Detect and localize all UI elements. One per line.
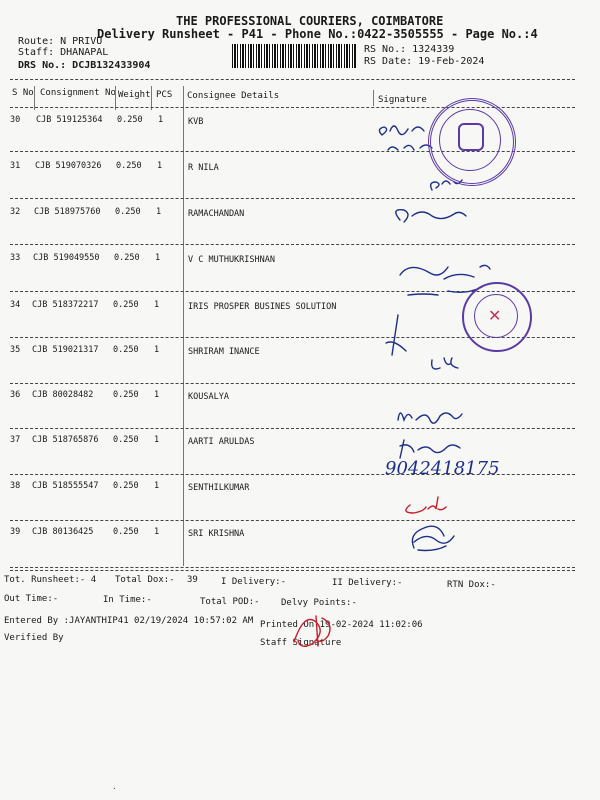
row-pcs: 1 bbox=[154, 481, 160, 491]
row-pcs: 1 bbox=[155, 253, 161, 263]
verified-by: Verified By bbox=[4, 633, 64, 643]
staff-label: Staff: DHANAPAL bbox=[18, 47, 109, 58]
signature-row38 bbox=[406, 497, 446, 513]
axis-logo-icon: ✕ bbox=[488, 306, 502, 325]
row-consignee: KVB bbox=[188, 117, 204, 127]
row-consignee: AARTI ARULDAS bbox=[188, 437, 255, 447]
kvb-logo-icon bbox=[458, 123, 484, 151]
row-consignee: SHRIRAM INANCE bbox=[188, 347, 260, 357]
row-pcs: 1 bbox=[157, 161, 163, 171]
row-consignee: V C MUTHUKRISHNAN bbox=[188, 255, 275, 265]
row-sno: 31 bbox=[10, 161, 21, 171]
company-name: THE PROFESSIONAL COURIERS, COIMBATORE bbox=[176, 14, 444, 28]
in-time: In Time:- bbox=[103, 595, 152, 605]
runsheet-title: Delivery Runsheet - P41 - Phone No.:0422-3505555 - Page No.:4 bbox=[97, 27, 538, 41]
col-weight: Weight bbox=[118, 90, 151, 100]
row-weight: 0.250 bbox=[113, 527, 139, 537]
row-sno: 34 bbox=[10, 300, 21, 310]
header-divider bbox=[10, 79, 575, 80]
axis-bank-stamp bbox=[462, 282, 532, 352]
signature-row32 bbox=[396, 210, 466, 222]
row-consignment: CJB 519070326 bbox=[35, 161, 102, 171]
row-consignment: CJB 518372217 bbox=[32, 300, 99, 310]
ii-delivery: II Delivery:- bbox=[332, 578, 403, 588]
signature-row33 bbox=[400, 265, 490, 279]
row-consignment: CJB 80136425 bbox=[32, 527, 94, 537]
col-signature: Signature bbox=[378, 95, 427, 105]
staff-signature-label: Staff Signature bbox=[260, 638, 342, 648]
signature-row30b bbox=[388, 145, 432, 150]
i-delivery: I Delivery:- bbox=[221, 577, 287, 587]
row-sno: 38 bbox=[10, 481, 21, 491]
col-divider bbox=[183, 86, 184, 566]
row-pcs: 1 bbox=[156, 207, 162, 217]
row-weight: 0.250 bbox=[115, 207, 141, 217]
row-consignee: RAMACHANDAN bbox=[188, 209, 245, 219]
row-consignee: R NILA bbox=[188, 163, 219, 173]
row-consignee: KOUSALYA bbox=[188, 392, 229, 402]
corner-mark: · bbox=[112, 784, 117, 793]
col-pcs: PCS bbox=[156, 90, 173, 100]
row-consignment: CJB 80028482 bbox=[32, 390, 94, 400]
row-weight: 0.250 bbox=[116, 161, 142, 171]
col-consignment: Consignment No bbox=[40, 88, 116, 98]
col-divider bbox=[373, 90, 374, 106]
row-weight: 0.250 bbox=[117, 115, 143, 125]
row-sno: 32 bbox=[10, 207, 21, 217]
row-pcs: 1 bbox=[154, 527, 160, 537]
row-weight: 0.250 bbox=[113, 345, 139, 355]
row-consignee: IRIS PROSPER BUSINES SOLUTION bbox=[188, 302, 337, 312]
row-sno: 39 bbox=[10, 527, 21, 537]
rtn-dox: RTN Dox:- bbox=[447, 580, 496, 590]
drs-number: DRS No.: DCJB132433904 bbox=[18, 60, 151, 71]
row-sno: 35 bbox=[10, 345, 21, 355]
row-consignment: CJB 518765876 bbox=[32, 435, 99, 445]
row-weight: 0.250 bbox=[113, 300, 139, 310]
signature-row37 bbox=[400, 440, 460, 458]
rs-number: RS No.: 1324339 bbox=[364, 44, 455, 55]
row-pcs: 1 bbox=[154, 300, 160, 310]
row-consignment: CJB 519125364 bbox=[36, 115, 103, 125]
total-dox-value: 39 bbox=[187, 575, 198, 585]
delvy-points: Delvy Points:- bbox=[281, 598, 357, 608]
row-consignment: CJB 519049550 bbox=[33, 253, 100, 263]
row-consignment: CJB 518975760 bbox=[34, 207, 101, 217]
row-weight: 0.250 bbox=[113, 435, 139, 445]
barcode bbox=[232, 44, 356, 68]
signature-row30 bbox=[379, 126, 424, 135]
printed-on: Printed On:19-02-2024 11:02:06 bbox=[260, 620, 423, 630]
col-consignee: Consignee Details bbox=[187, 91, 280, 101]
row-pcs: 1 bbox=[154, 435, 160, 445]
row-weight: 0.250 bbox=[114, 253, 140, 263]
signature-row36 bbox=[398, 413, 462, 423]
out-time: Out Time:- bbox=[4, 594, 59, 604]
total-dox-label: Total Dox:- bbox=[115, 575, 175, 585]
row-pcs: 1 bbox=[158, 115, 164, 125]
route-label: Route: N PRIVU bbox=[18, 36, 103, 47]
total-pod: Total POD:- bbox=[200, 597, 260, 607]
row-pcs: 1 bbox=[154, 390, 160, 400]
footer-divider bbox=[10, 570, 575, 571]
signature-row34 bbox=[386, 315, 406, 355]
row-consignee: SENTHILKUMAR bbox=[188, 483, 250, 493]
row-sno: 30 bbox=[10, 115, 21, 125]
staff-signature-mark bbox=[288, 604, 348, 654]
row-consignee: SRI KRISHNA bbox=[188, 529, 245, 539]
row-sno: 37 bbox=[10, 435, 21, 445]
row-consignment: CJB 518555547 bbox=[32, 481, 99, 491]
col-sno: S No bbox=[12, 88, 34, 98]
entered-by: Entered By :JAYANTHIP41 02/19/2024 10:57:02 AM bbox=[4, 616, 254, 626]
row-sno: 33 bbox=[10, 253, 21, 263]
row-sno: 36 bbox=[10, 390, 21, 400]
signature-row39 bbox=[412, 526, 454, 550]
rs-date: RS Date: 19-Feb-2024 bbox=[364, 56, 485, 67]
row-weight: 0.250 bbox=[113, 390, 139, 400]
row-consignment: CJB 519021317 bbox=[32, 345, 99, 355]
handwritten-phone: 9042418175 bbox=[385, 458, 500, 479]
row-weight: 0.250 bbox=[113, 481, 139, 491]
tot-runsheet: Tot. Runsheet:- 4 bbox=[4, 575, 97, 585]
row-pcs: 1 bbox=[154, 345, 160, 355]
kvb-bank-stamp bbox=[428, 98, 516, 186]
signature-row35 bbox=[432, 358, 458, 369]
